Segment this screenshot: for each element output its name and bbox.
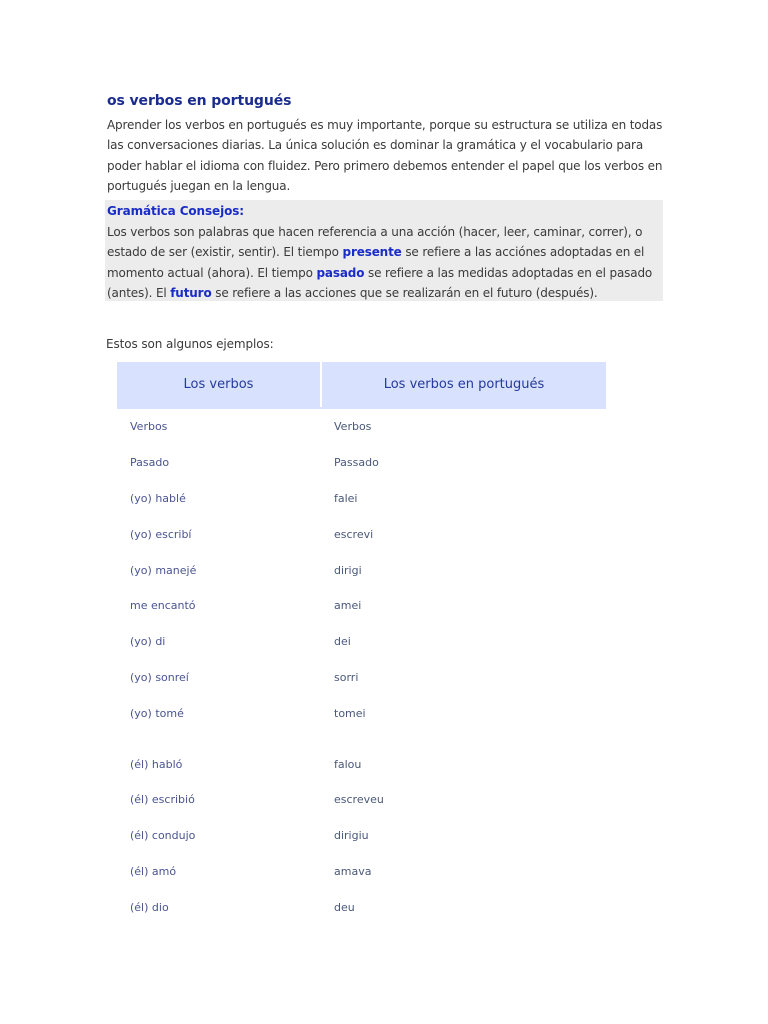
row-spacer — [117, 731, 606, 746]
spanish-cell: (él) dio — [130, 900, 169, 914]
portuguese-cell: tomei — [334, 706, 366, 720]
tips-text-part: se refiere a las acciónes adoptadas en el momento actual (ahora). El tiempo — [107, 245, 645, 280]
column-header-portuguese: Los verbos en portugués — [321, 362, 606, 407]
grammar-tips-text — [107, 222, 660, 303]
portuguese-cell: escreveu — [334, 793, 384, 807]
tips-text-part: se refiere a las acciones que se realizarán en el futuro (después). — [211, 285, 598, 300]
portuguese-cell: falou — [334, 757, 362, 771]
table-row — [117, 445, 606, 481]
spanish-cell: (él) condujo — [130, 829, 196, 843]
keyword-presente: presente — [342, 245, 402, 260]
spanish-cell: (él) escribió — [130, 793, 195, 807]
spanish-cell: (él) amó — [130, 864, 177, 878]
table-row — [117, 818, 606, 854]
table-row — [117, 516, 606, 552]
portuguese-cell: dei — [334, 635, 351, 649]
portuguese-cell: escrevi — [334, 527, 374, 541]
portuguese-cell: amava — [334, 864, 372, 878]
spanish-cell: (yo) hablé — [130, 491, 186, 505]
grammar-tips-heading: Gramática Consejos: — [107, 204, 244, 218]
spanish-cell: (él) habló — [130, 757, 183, 771]
table-row — [117, 782, 606, 818]
portuguese-cell: amei — [334, 599, 362, 613]
grammar-tips-box — [105, 200, 663, 301]
table-row — [117, 854, 606, 890]
spanish-cell: Pasado — [130, 456, 170, 470]
tips-text-part: se refiere a las medidas adoptadas en el pasado (antes). El — [107, 265, 653, 300]
table-row — [117, 552, 606, 588]
portuguese-cell: sorri — [334, 670, 359, 684]
intro-paragraph: Aprender los verbos en portugués es muy importante, porque su estructura se utiliza en todas las conversaciones diarias. La única solución es dominar la gramática y el vocabulario para poder hablar el idioma con fluidez. Pero primero debemos entender el papel que los verbos en portugués juegan en la lengua. — [107, 118, 663, 193]
table-row — [117, 481, 606, 517]
table-row — [117, 660, 606, 696]
tips-text-part: Los verbos son palabras que hacen referencia a una acción (hacer, leer, caminar, correr), o estado de ser (existir, sentir). El tiempo — [107, 225, 643, 260]
keyword-futuro: futuro — [170, 285, 212, 300]
portuguese-cell: deu — [334, 900, 355, 914]
table-row — [117, 889, 606, 925]
table-row — [117, 624, 606, 660]
spanish-cell: (yo) manejé — [130, 563, 197, 577]
spanish-cell: (yo) di — [130, 635, 166, 649]
table-row — [117, 588, 606, 624]
portuguese-cell: Passado — [334, 456, 379, 470]
spanish-cell: me encantó — [130, 599, 196, 613]
keyword-pasado: pasado — [316, 265, 365, 280]
table-row — [117, 409, 606, 445]
examples-label: Estos son algunos ejemplos: — [106, 337, 274, 351]
page-title: os verbos en portugués — [107, 93, 292, 109]
table-header-row — [117, 362, 606, 407]
verbs-table — [117, 362, 606, 925]
spanish-cell: (yo) tomé — [130, 706, 184, 720]
portuguese-cell: dirigiu — [334, 829, 369, 843]
spanish-cell: (yo) escribí — [130, 527, 192, 541]
portuguese-cell: Verbos — [334, 420, 372, 434]
column-header-spanish: Los verbos — [117, 362, 321, 407]
portuguese-cell: falei — [334, 491, 358, 505]
table-row — [117, 746, 606, 782]
portuguese-cell: dirigi — [334, 563, 362, 577]
spanish-cell: (yo) sonreí — [130, 670, 189, 684]
spanish-cell: Verbos — [130, 420, 168, 434]
table-row — [117, 695, 606, 731]
